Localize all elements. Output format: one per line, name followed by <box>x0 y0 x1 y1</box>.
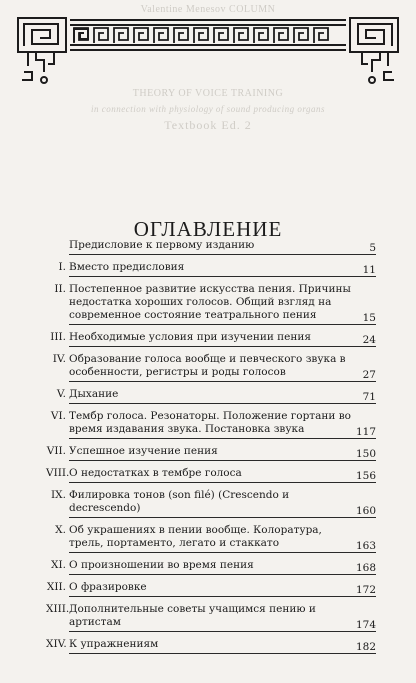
page-number: 5 <box>369 242 376 254</box>
entry-divider <box>69 574 376 575</box>
meander-segment <box>214 28 228 43</box>
page-number: 71 <box>362 391 376 403</box>
toc-entry <box>46 467 376 483</box>
bleed-through-text: Textbook Ed. 2 <box>164 118 252 132</box>
entry-divider <box>69 482 376 483</box>
chapter-title: Постепенное развитие искусства пения. Причины недостатка хороших голосов. Общий взгляд на современное состояние театрального пения <box>69 283 351 321</box>
entry-divider <box>69 381 376 382</box>
page-number: 117 <box>355 426 376 438</box>
page-number: 182 <box>355 641 376 653</box>
chapter-number: II. <box>54 283 66 295</box>
page-number: 11 <box>362 264 376 276</box>
meander-segment <box>134 28 148 43</box>
meander-segment <box>194 28 208 43</box>
chapter-number: VI. <box>50 410 66 422</box>
page-number: 172 <box>355 584 376 596</box>
entry-divider <box>69 324 376 325</box>
toc-entry <box>46 638 376 654</box>
chapter-number: VIII. <box>46 467 70 479</box>
entry-divider <box>69 438 376 439</box>
chapter-title: О фразировке <box>69 581 147 593</box>
toc-entry <box>46 445 376 461</box>
chapter-title: Дополнительные советы учащимся пению и артистам <box>69 603 316 628</box>
bleed-through-text: Valentine Menesov COLUMN <box>140 4 276 15</box>
meander-segment <box>94 28 108 43</box>
toc-entry <box>46 283 376 325</box>
entry-divider <box>69 631 376 632</box>
page-number: 168 <box>355 562 376 574</box>
meander-segment <box>274 28 288 43</box>
entry-divider <box>69 596 376 597</box>
page-number: 24 <box>362 334 376 346</box>
page-number: 174 <box>355 619 376 631</box>
chapter-title: К упражнениям <box>69 638 159 650</box>
entry-divider <box>69 460 376 461</box>
chapter-title: Вместо предисловия <box>69 261 185 273</box>
toc-entry <box>46 239 376 255</box>
toc-entry <box>46 331 376 347</box>
page-number: 156 <box>355 470 376 482</box>
chapter-title: О недостатках в тембре голоса <box>69 467 242 479</box>
table-of-contents <box>46 239 376 660</box>
toc-entry <box>46 410 376 439</box>
toc-entry <box>46 559 376 575</box>
chapter-title: О произношении во время пения <box>69 559 254 571</box>
entry-divider <box>69 254 376 255</box>
toc-entry <box>46 581 376 597</box>
chapter-number: XI. <box>51 559 66 571</box>
chapter-number: III. <box>50 331 66 343</box>
entry-divider <box>69 517 376 518</box>
page-number: 150 <box>355 448 376 460</box>
page-number: 163 <box>355 540 376 552</box>
toc-entry <box>46 603 376 632</box>
meander-segment <box>254 28 268 43</box>
chapter-number: X. <box>55 524 66 536</box>
chapter-number: IV. <box>52 353 66 365</box>
entry-divider <box>69 276 376 277</box>
chapter-title: Филировка тонов (son filé) (Crescendo и decrescendo) <box>69 489 290 514</box>
chapter-title: Образование голоса вообще и певческого звука в особенности, регистры и роды голосов <box>69 353 346 378</box>
meander-segment <box>174 28 188 43</box>
entry-divider <box>69 346 376 347</box>
chapter-number: XIV. <box>46 638 67 650</box>
chapter-number: IX. <box>51 489 66 501</box>
toc-entry <box>46 353 376 382</box>
chapter-title: Дыхание <box>69 388 119 400</box>
page-number: 160 <box>355 505 376 517</box>
meander-segment <box>234 28 248 43</box>
chapter-number: XIII. <box>46 603 70 615</box>
chapter-number: V. <box>56 388 66 400</box>
entry-divider <box>69 552 376 553</box>
meander-segment <box>314 28 328 43</box>
chapter-title: Об украшениях в пении вообще. Колоратура, трель, портаменто, легато и стаккато <box>69 524 322 549</box>
toc-entry <box>46 489 376 518</box>
greek-key-ornament-icon <box>14 14 402 86</box>
chapter-title: Тембр голоса. Резонаторы. Положение гортани во время издавания звука. Постановка звука <box>69 410 351 435</box>
toc-entry <box>46 524 376 553</box>
entry-divider <box>69 653 376 654</box>
page-title: ОГЛАВЛЕНИЕ <box>133 217 283 242</box>
toc-entry <box>46 261 376 277</box>
page-number: 27 <box>362 369 376 381</box>
chapter-number: VII. <box>46 445 66 457</box>
chapter-title: Необходимые условия при изучении пения <box>69 331 311 343</box>
meander-segment <box>154 28 168 43</box>
bleed-through-text: in connection with physiology of sound producing organs <box>90 104 326 114</box>
page-number: 15 <box>362 312 376 324</box>
toc-entry <box>46 388 376 404</box>
chapter-title: Успешное изучение пения <box>69 445 218 457</box>
meander-segment <box>114 28 128 43</box>
meander-segment <box>294 28 308 43</box>
chapter-number: I. <box>58 261 66 273</box>
chapter-number: XII. <box>46 581 66 593</box>
entry-divider <box>69 403 376 404</box>
chapter-title: Предисловие к первому изданию <box>69 239 255 251</box>
bleed-through-text: THEORY OF VOICE TRAINING <box>132 88 284 99</box>
